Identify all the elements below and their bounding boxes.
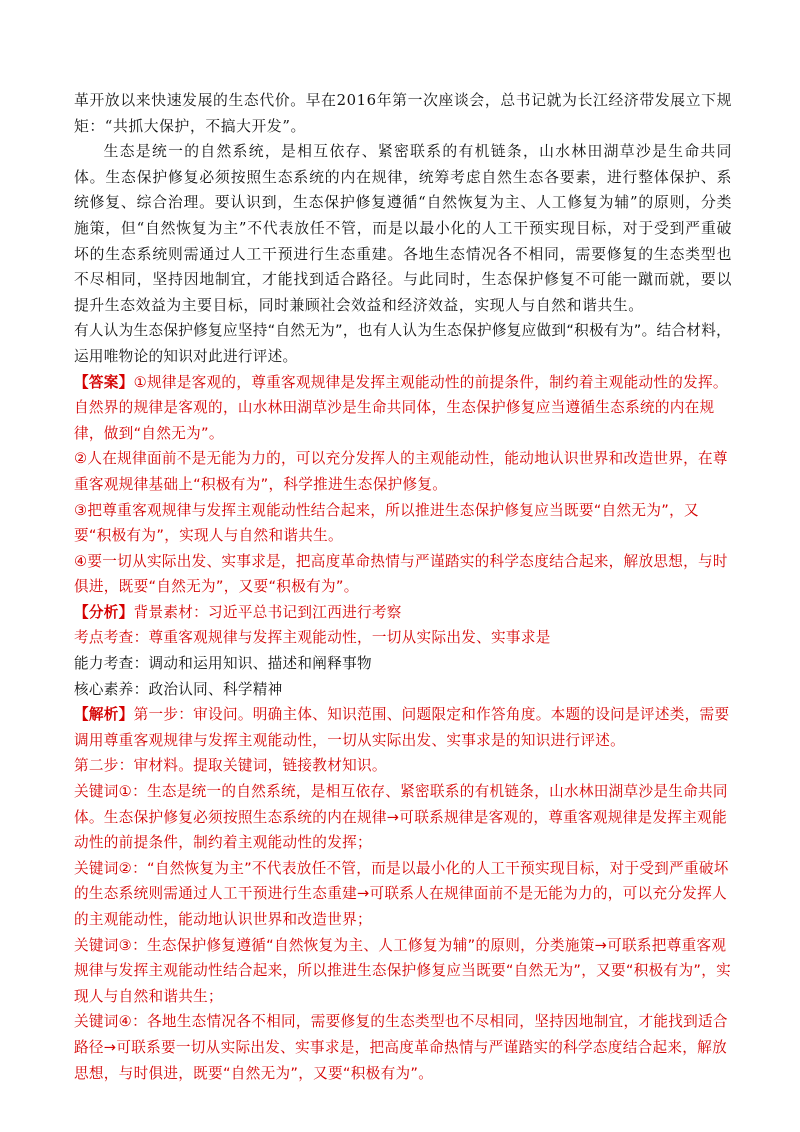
material-paragraph-2: 生态是统一的自然系统，是相互依存、紧密联系的有机链条，山水林田湖草沙是生命共同体。生态保护修复必须按照生态系统的内在规律，统筹考虑自然生态各要素，进行整体保护、系统修复、综合治理。要认识到，生态保护修复遵循“自然恢复为主、人工修复为辅”的原则，分类施策，但“自然恢复为主”不代表放任不管，而是以最小化的人工干预实现目标，对于受到严重破坏的生态系统则需通过人工干预进行生态重建。各地生态情况各不相同，需要修复的生态类型也不尽相同，坚持因地制宜，才能找到适合路径。与此同时，生态保护修复不可能一蹴而就，要以提升生态效益为主要目标，同时兼顾社会效益和经济效益，实现人与自然和谐共生。 <box>74 143 732 314</box>
explanation-step-2: 第二步：审材料。提取关键词，链接教材知识。 <box>74 757 387 775</box>
analysis-tag: 【分析】 <box>74 603 134 621</box>
analysis-section <box>74 600 732 702</box>
material-section <box>74 88 732 318</box>
answer-item-2: ②人在规律面前不是无能为力的，可以充分发挥人的主观能动性，能动地认识世界和改造世界，在尊重客观规律基础上“积极有为”，科学推进生态保护修复。 <box>74 450 728 493</box>
answer-item-1-text: ①规律是客观的，尊重客观规律是发挥主观能动性的前提条件，制约着主观能动性的发挥。自然界的规律是客观的，山水林田湖草沙是生命共同体，生态保护修复应当遵循生态系统的内在规律，做到“自然无为”。 <box>74 373 728 442</box>
answer-tag: 【答案】 <box>74 373 134 391</box>
explanation-step-1 <box>74 702 732 753</box>
explanation-keyword-3: 关键词③：生态保护修复遵循“自然恢复为主、人工修复为辅”的原则，分类施策→可联系把尊重客观规律与发挥主观能动性结合起来，所以推进生态保护修复应当既要“自然无为”，又要“积极有为”，实现人与自然和谐共生； <box>74 936 731 1005</box>
analysis-literacy: 核心素养：政治认同、科学精神 <box>74 680 283 698</box>
analysis-background-text: 背景素材：习近平总书记到江西进行考察 <box>133 603 402 621</box>
explanation-keyword-4: 关键词④：各地生态情况各不相同，需要修复的生态类型也不尽相同，坚持因地制宜，才能找到适合路径→可联系要一切从实际出发、实事求是，把高度革命热情与严谨踏实的科学态度结合起来，解放思想，与时俱进，既要“自然无为”，又要“积极有为”。 <box>74 1013 728 1082</box>
answer-item-1 <box>74 370 732 447</box>
explanation-step-1-text: 第一步：审设问。明确主体、知识范围、问题限定和作答角度。本题的设问是评述类，需要调用尊重客观规律与发挥主观能动性，一切从实际出发、实事求是的知识进行评述。 <box>74 706 730 749</box>
analysis-exam-point: 考点考查：尊重客观规律与发挥主观能动性，一切从实际出发、实事求是 <box>74 629 551 647</box>
explanation-keyword-1: 关键词①：生态是统一的自然系统，是相互依存、紧密联系的有机链条，山水林田湖草沙是生命共同体。生态保护修复必须按照生态系统的内在规律→可联系规律是客观的，尊重客观规律是发挥主观能动性的前提条件，制约着主观能动性的发挥； <box>74 783 728 852</box>
answer-item-4: ④要一切从实际出发、实事求是，把高度革命热情与严谨踏实的科学态度结合起来，解放思想，与时俱进，既要“自然无为”，又要“积极有为”。 <box>74 552 728 596</box>
answer-section <box>74 370 732 600</box>
explanation-keyword-2: 关键词②：“自然恢复为主”不代表放任不管，而是以最小化的人工干预实现目标，对于受到严重破坏的生态系统则需通过人工干预进行生态重建→可联系人在规律面前不是无能为力的，可以充分发挥人的主观能动性，能动地认识世界和改造世界； <box>74 859 729 928</box>
explanation-tag: 【解析】 <box>74 706 134 724</box>
analysis-ability: 能力考查：调动和运用知识、描述和阐释事物 <box>74 655 372 673</box>
material-paragraph-1: 革开放以来快速发展的生态代价。早在2016年第一次座谈会，总书记就为长江经济带发展立下规矩：“共抓大保护，不搞大开发”。 <box>74 92 732 135</box>
analysis-background <box>74 600 732 626</box>
answer-item-3: ③把尊重客观规律与发挥主观能动性结合起来，所以推进生态保护修复应当既要“自然无为”，又要“积极有为”，实现人与自然和谐共生。 <box>74 501 699 545</box>
question-text: 有人认为生态保护修复应坚持“自然无为”，也有人认为生态保护修复应做到“积极有为”。结合材料，运用唯物论的知识对此进行评述。 <box>74 322 731 365</box>
explanation-section <box>74 702 732 1086</box>
